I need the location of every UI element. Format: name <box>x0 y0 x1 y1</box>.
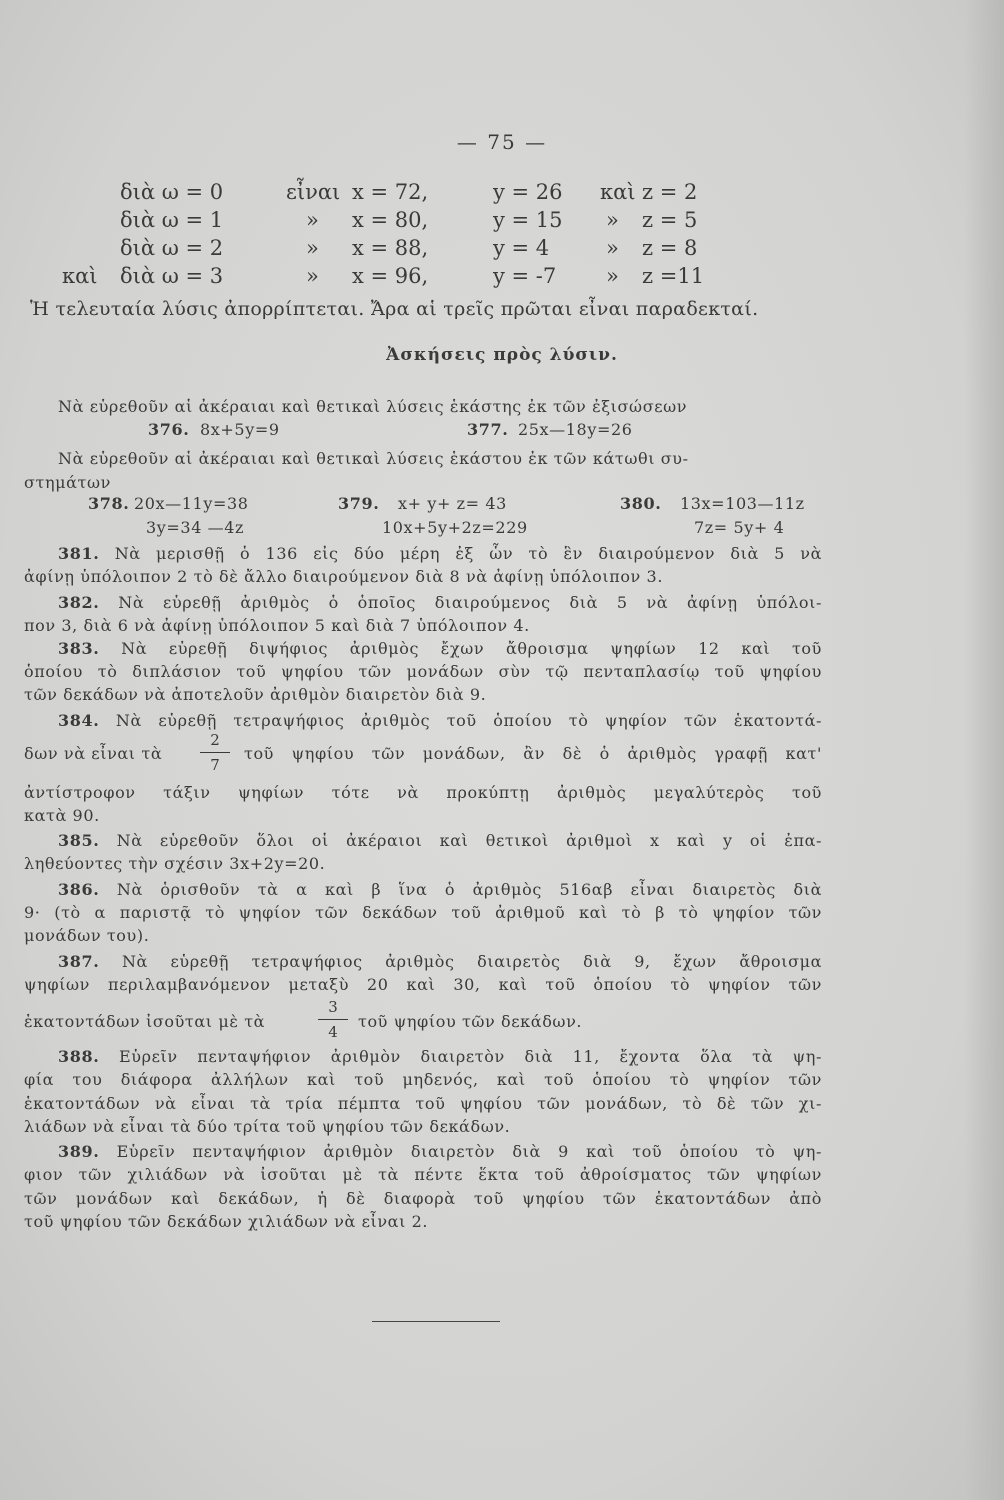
exercise-388-line4: λιάδων νὰ εἶναι τὰ δύο τρίτα τοῦ ψηφίου τῶν δεκάδων. <box>24 1117 511 1136</box>
exercise-379-eq1: x+ y+ z= 43 <box>398 494 507 513</box>
sol-z-0: z = 2 <box>642 180 698 204</box>
fraction-numerator: 2 <box>210 731 220 749</box>
fraction-three-quarters <box>318 998 348 1041</box>
exercise-379-eq2: 10x+5y+2z=229 <box>382 518 528 537</box>
exercise-377-equation: 25x—18y=26 <box>518 420 633 439</box>
exercise-389-line4: τοῦ ψηφίου τῶν δεκάδων χιλιάδων νὰ εἶναι 2. <box>24 1212 429 1231</box>
sol-y-3: y = -7 <box>493 264 557 288</box>
exercise-378-number: 378. <box>88 494 130 513</box>
exercise-387-line2: ψηφίων περιλαμβανόμενον μεταξὺ 20 καὶ 30, καὶ τοῦ ὁποίου τὸ ψηφίον τῶν <box>24 975 822 994</box>
exercise-382-line1: 382. Νὰ εὑρεθῇ ἀριθμὸς ὁ ὁποῖος διαιρούμενος διὰ 5 νὰ ἀφίνῃ ὑπόλοι- <box>58 593 822 612</box>
sol-kai-3: » <box>606 264 619 288</box>
sol-kai-1: » <box>606 208 619 232</box>
exercise-389-line3: τῶν μονάδων καὶ δεκάδων, ἡ δὲ διαφορὰ τοῦ ψηφίου τῶν ἑκατοντάδων ἀπὸ <box>24 1189 822 1208</box>
sol-x-2: x = 88, <box>352 236 429 260</box>
sol-x-1: x = 80, <box>352 208 429 232</box>
conclusion-line: Ἡ τελευταία λύσις ἀπορρίπτεται. Ἄρα αἱ τρεῖς πρῶται εἶναι παραδεκταί. <box>30 298 759 320</box>
fraction-numerator: 3 <box>328 998 338 1016</box>
intro-equations: Νὰ εὑρεθοῦν αἱ ἀκέραιαι καὶ θετικαὶ λύσεις ἑκάστης ἐκ τῶν ἐξισώσεων <box>58 397 688 416</box>
exercise-384-line2a: δων νὰ εἶναι τὰ <box>24 744 163 763</box>
exercise-388-line2: φία του διάφορα ἀλλήλων καὶ τοῦ μηδενός, καὶ τοῦ ὁποίου τὸ ψηφίον τῶν <box>24 1070 822 1089</box>
exercise-389-line2: φιον τῶν χιλιάδων νὰ ἰσοῦται μὲ τὰ πέντε ἕκτα τοῦ ἀθροίσματος τῶν ψηφίων <box>24 1165 822 1184</box>
exercise-380-eq2: 7z= 5y+ 4 <box>694 518 785 537</box>
sol-y-1: y = 15 <box>493 208 563 232</box>
exercise-384-line2b: τοῦ ψηφίου τῶν μονάδων, ἂν δὲ ὁ ἀριθμὸς γραφῇ κατ' <box>244 744 822 763</box>
sol-z-1: z = 5 <box>642 208 698 232</box>
exercise-382-line2: πον 3, διὰ 6 νὰ ἀφίνῃ ὑπόλοιπον 5 καὶ διὰ 7 ὑπόλοιπον 4. <box>24 616 530 635</box>
exercise-381-line2: ἀφίνῃ ὑπόλοιπον 2 τὸ δὲ ἄλλο διαιρούμενον διὰ 8 νὰ ἀφίνῃ ὑπόλοιπον 3. <box>24 567 664 586</box>
exercise-383-line1: 383. Νὰ εὑρεθῇ διψήφιος ἀριθμὸς ἔχων ἄθροισμα ψηφίων 12 καὶ τοῦ <box>58 639 822 658</box>
sol-z-3: z =11 <box>642 264 705 288</box>
page-edge-shadow <box>964 0 1004 1500</box>
exercise-380-eq1: 13x=103—11z <box>680 494 805 513</box>
intro-systems-line2: στημάτων <box>24 473 111 492</box>
sol-w-0: διὰ ω = 0 <box>120 180 224 204</box>
exercise-383-line2: ὁποίου τὸ διπλάσιον τοῦ ψηφίου τῶν μονάδων σὺν τῷ πενταπλασίῳ τοῦ ψηφίου <box>24 662 822 681</box>
sol-z-2: z = 8 <box>642 236 698 260</box>
sol-x-3: x = 96, <box>352 264 429 288</box>
closing-rule <box>372 1321 500 1322</box>
sol-mid-3: » <box>306 264 319 288</box>
sol-w-3: διὰ ω = 3 <box>120 264 224 288</box>
exercise-387-line1: 387. Νὰ εὑρεθῇ τετραψήφιος ἀριθμὸς διαιρετὸς διὰ 9, ἔχων ἄθροισμα <box>58 952 823 971</box>
exercise-385-line1: 385. Νὰ εὑρεθοῦν ὅλοι οἱ ἀκέραιοι καὶ θετικοὶ ἀριθμοὶ x καὶ y οἱ ἐπα- <box>58 831 822 850</box>
sol-prefix-3: καὶ <box>62 264 98 288</box>
sol-w-1: διὰ ω = 1 <box>120 208 224 232</box>
exercise-387-line3a: ἑκατοντάδων ἰσοῦται μὲ τὰ <box>24 1012 266 1031</box>
sol-y-0: y = 26 <box>493 180 563 204</box>
page-number: — 75 — <box>456 130 548 154</box>
exercise-380-number: 380. <box>620 494 662 513</box>
fraction-denominator: 4 <box>328 1023 338 1041</box>
intro-systems-line1: Νὰ εὑρεθοῦν αἱ ἀκέραιαι καὶ θετικαὶ λύσεις ἑκάστου ἐκ τῶν κάτωθι συ- <box>58 449 689 468</box>
exercise-385-line2: ληθεύοντες τὴν σχέσιν 3x+2y=20. <box>24 854 326 873</box>
exercise-376-equation: 8x+5y=9 <box>200 420 280 439</box>
sol-kai-0: καὶ <box>600 180 636 204</box>
exercise-384-line1: 384. Νὰ εὑρεθῇ τετραψήφιος ἀριθμὸς τοῦ ὁποίου τὸ ψηφίον τῶν ἑκατοντά- <box>58 711 822 730</box>
exercise-386-line3: μονάδων του). <box>24 926 150 945</box>
exercise-378-eq1: 20x—11y=38 <box>134 494 249 513</box>
exercises-heading: Ἀσκήσεις πρὸς λύσιν. <box>386 345 618 365</box>
sol-y-2: y = 4 <box>493 236 550 260</box>
exercise-384-line4: κατὰ 90. <box>24 806 100 825</box>
fraction-bar <box>318 1019 348 1020</box>
fraction-bar <box>200 752 230 753</box>
sol-mid-2: » <box>306 236 319 260</box>
exercise-384-line3: ἀντίστροφον τάξιν ψηφίων τότε νὰ προκύπτῃ ἀριθμὸς μεγαλύτερὸς τοῦ <box>24 783 822 802</box>
sol-kai-2: » <box>606 236 619 260</box>
sol-x-0: x = 72, <box>352 180 429 204</box>
exercise-383-line3: τῶν δεκάδων νὰ ἀποτελοῦν ἀριθμὸν διαιρετὸν διὰ 9. <box>24 685 487 704</box>
exercise-377-number: 377. <box>467 420 509 439</box>
exercise-376-number: 376. <box>148 420 190 439</box>
exercise-388-line3: ἑκατοντάδων νὰ εἶναι τὰ τρία πέμπτα τοῦ ψηφίου τῶν μονάδων, τὸ δὲ τῶν χι- <box>24 1094 822 1113</box>
sol-w-2: διὰ ω = 2 <box>120 236 224 260</box>
sol-mid-0: εἶναι <box>286 180 341 204</box>
exercise-387-line3b: τοῦ ψηφίου τῶν δεκάδων. <box>358 1012 583 1031</box>
exercise-379-number: 379. <box>338 494 380 513</box>
exercise-389-line1: 389. Εὑρεῖν πενταψήφιον ἀριθμὸν διαιρετὸν διὰ 9 καὶ τοῦ ὁποίου τὸ ψη- <box>58 1142 822 1161</box>
fraction-two-sevenths <box>200 731 230 774</box>
sol-mid-1: » <box>306 208 319 232</box>
exercise-378-eq2: 3y=34 —4z <box>146 518 245 537</box>
exercise-388-line1: 388. Εὑρεῖν πενταψήφιον ἀριθμὸν διαιρετὸν διὰ 11, ἔχοντα ὅλα τὰ ψη- <box>58 1047 822 1066</box>
exercise-386-line2: 9· (τὸ α παριστᾷ τὸ ψηφίον τῶν δεκάδων τοῦ ἀριθμοῦ καὶ τὸ β τὸ ψηφίον τῶν <box>24 903 822 922</box>
exercise-381-line1: 381. Νὰ μερισθῇ ὁ 136 εἰς δύο μέρη ἐξ ὧν τὸ ἓν διαιρούμενον διὰ 5 νὰ <box>58 544 822 563</box>
exercise-386-line1: 386. Νὰ ὁρισθοῦν τὰ α καὶ β ἵνα ὁ ἀριθμὸς 516αβ εἶναι διαιρετὸς διὰ <box>58 880 823 899</box>
fraction-denominator: 7 <box>210 756 220 774</box>
